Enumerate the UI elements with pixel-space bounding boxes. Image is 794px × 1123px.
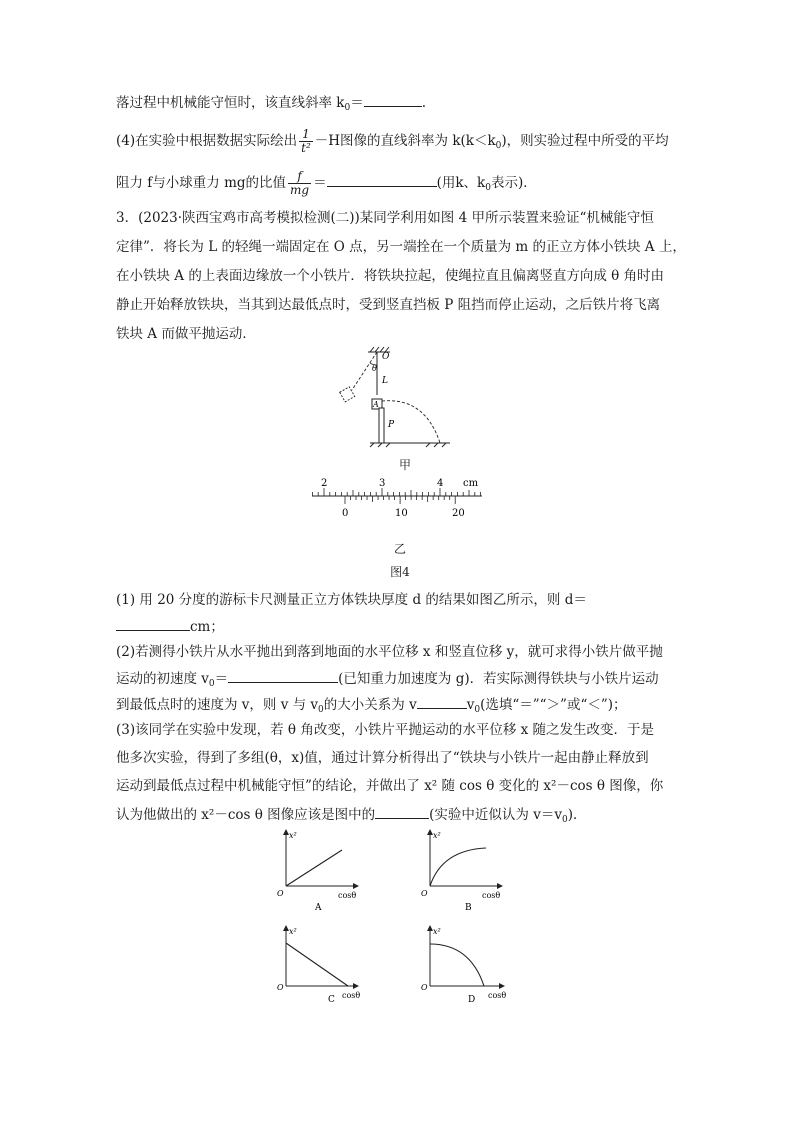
frac2-num: f: [288, 170, 311, 184]
vernier-scale: [345, 496, 455, 504]
label-l: L: [382, 376, 388, 386]
graph-a-ylabel: x²: [289, 831, 297, 840]
answer-blank-v0[interactable]: [228, 668, 338, 683]
p2-line1-eq: ＝: [350, 95, 364, 111]
caption-jia: 甲: [398, 458, 411, 472]
vernier-label-20: 20: [452, 508, 465, 519]
fraction-f-over-mg: [288, 170, 311, 197]
graph-a-xlabel: cosθ: [338, 891, 357, 900]
p4-line2-eq: ＝: [313, 175, 327, 191]
graph-d-xlabel: cosθ: [488, 991, 507, 1000]
p3-line4: 静止开始释放铁块，当其到达最低点时，受到竖直挡板 P 阻挡而停止运动，之后铁片将飞离: [116, 297, 661, 313]
answer-blank-compare[interactable]: [417, 694, 467, 709]
p4-line2-sub: 0: [485, 183, 491, 193]
p3-line5: 铁块 A 而做平抛运动．: [116, 326, 256, 342]
q2-b1: 运动的初速度 v: [116, 671, 209, 687]
graph-a-label: A: [315, 903, 322, 913]
p2-line1-sub: 0: [344, 103, 351, 113]
q3-line4: [116, 804, 586, 830]
graph-b[interactable]: [421, 831, 500, 913]
q1-unit: cm；: [190, 619, 224, 635]
frac2-den: mg: [290, 183, 310, 197]
vernier-label-10: 10: [395, 508, 408, 519]
graph-c-ylabel: x²: [289, 927, 297, 936]
p4-line2-start: 阻力 f与小球重力 mg的比值: [116, 175, 287, 191]
label-o: O: [382, 352, 390, 362]
graph-c-xlabel: cosθ: [342, 991, 361, 1000]
q1-line2: [116, 616, 224, 637]
graph-a-origin: O: [277, 889, 284, 898]
main-label-3: 3: [379, 478, 386, 489]
baffle-p: [379, 408, 384, 443]
q3-d2: (实验中近似认为 v＝v: [429, 807, 562, 823]
frac-num: 1: [299, 128, 313, 142]
q3-d3: )．: [567, 807, 587, 823]
graph-b-xlabel: cosθ: [482, 891, 501, 900]
label-theta: θ: [372, 364, 377, 373]
main-label-2: 2: [321, 478, 328, 489]
p4-end: )，则实验过程中所受的平均: [501, 133, 669, 149]
p2-part4-line2: [116, 170, 537, 198]
q2-c2: 的大小关系为 v: [323, 697, 417, 713]
q3-line1: (3)该同学在实验中发现，若 θ 角改变，小铁片平抛运动的水平位移 x 随之发生改变．于是: [116, 722, 655, 738]
label-a: A: [373, 400, 379, 409]
vernier-label-0: 0: [342, 508, 349, 519]
graph-d-ylabel: x²: [433, 927, 441, 936]
ground-hatch: [370, 443, 450, 447]
graph-c-curve: [286, 943, 348, 986]
pulled-block: [340, 387, 355, 402]
q3-d1: 认为他做出的 x²－cos θ 图像应该是图中的: [116, 807, 376, 823]
q2-c4: (选填“＝”“＞”或“＜”)；: [480, 697, 627, 713]
q2-line3: [116, 694, 627, 720]
q2-c1: 到最低点时的速度为 v，则 v 与 v: [116, 697, 319, 713]
p4-intro: (4)在实验中根据数据实际绘出: [116, 133, 298, 149]
graph-c[interactable]: [277, 927, 360, 1005]
graph-b-label: B: [465, 903, 472, 913]
graph-d-origin: O: [421, 983, 428, 992]
fraction-1-over-t2: [299, 128, 313, 155]
figure-caption: 图4: [390, 565, 410, 579]
graph-d-curve: [430, 944, 484, 986]
q3-line2: 他多次实验，得到了多组(θ，x)值，通过计算分析得出了“铁块与小铁片一起由静止释放到: [116, 750, 649, 766]
p3-line2: 定律”．将长为 L 的轻绳一端固定在 O 点，另一端拴在一个质量为 m 的正立方体小铁块 A 上，: [116, 239, 686, 255]
answer-blank-k0[interactable]: [364, 92, 422, 107]
p4-after-frac: －H图像的直线斜率为 k(k＜k: [314, 133, 496, 149]
p4-line2-tail: 表示)．: [490, 175, 537, 191]
p2-line1: [116, 92, 426, 118]
graph-c-origin: O: [277, 983, 284, 992]
main-unit-cm: cm: [463, 478, 479, 489]
answer-blank-ratio[interactable]: [327, 172, 437, 187]
p2-line1-text: 落过程中机械能守恒时，该直线斜率 k: [116, 95, 345, 111]
q1-line1: (1) 用 20 分度的游标卡尺测量正立方体铁块厚度 d 的结果如图乙所示，则 d＝: [116, 592, 587, 608]
p3-line1: 3．(2023·陕西宝鸡市高考模拟检测(二))某同学利用如图 4 甲所示装置来验证“机械能守恒: [116, 210, 654, 226]
graph-b-ylabel: x²: [433, 831, 441, 840]
figure-yi-vernier: [310, 474, 490, 524]
q2-c-sub: 0: [318, 705, 324, 715]
graph-b-curve: [430, 848, 486, 886]
q2-b2: ＝: [214, 671, 229, 687]
q2-c3: v: [466, 697, 475, 713]
caption-yi: 乙: [393, 542, 406, 556]
p3-line3: 在小铁块 A 的上表面边缘放一个小铁片．将铁块拉起，使绳拉直且偏离竖直方向成 θ 角时由: [116, 268, 665, 284]
figure-jia-apparatus: [330, 345, 470, 465]
q2-b-sub: 0: [208, 679, 215, 689]
p4-sub: 0: [495, 141, 502, 151]
q2-b3: (已知重力加速度为 g)．若实际测得铁块与小铁片运动: [338, 671, 659, 687]
q3-line3: 运动到最低点过程中机械能守恒”的结论，并做出了 x² 随 cos θ 变化的 x²－cos θ 图像，你: [116, 778, 664, 794]
main-scale: [312, 488, 482, 496]
graph-d[interactable]: [421, 927, 506, 1005]
graph-a[interactable]: [277, 831, 356, 913]
answer-blank-d[interactable]: [116, 616, 190, 631]
option-graphs: [270, 828, 530, 1008]
graph-c-label: C: [328, 995, 335, 1005]
frac-den: t²: [301, 141, 311, 155]
answer-blank-graph[interactable]: [375, 804, 429, 819]
q2-line1: (2)若测得小铁片从水平抛出到落到地面的水平位移 x 和竖直位移 y，就可求得小铁片做平抛: [116, 644, 663, 660]
graph-b-origin: O: [421, 889, 428, 898]
p2-line1-period: .: [421, 95, 427, 111]
q2-line2: [116, 668, 659, 694]
q3-d-sub: 0: [561, 815, 568, 825]
p2-part4-line1: [116, 128, 669, 156]
q2-c-sub2: 0: [474, 705, 481, 715]
p4-line2-end: (用k、k: [436, 175, 486, 191]
graph-d-label: D: [468, 995, 476, 1005]
graph-a-curve: [286, 850, 342, 886]
main-label-4: 4: [437, 478, 444, 489]
label-p: P: [388, 420, 395, 430]
